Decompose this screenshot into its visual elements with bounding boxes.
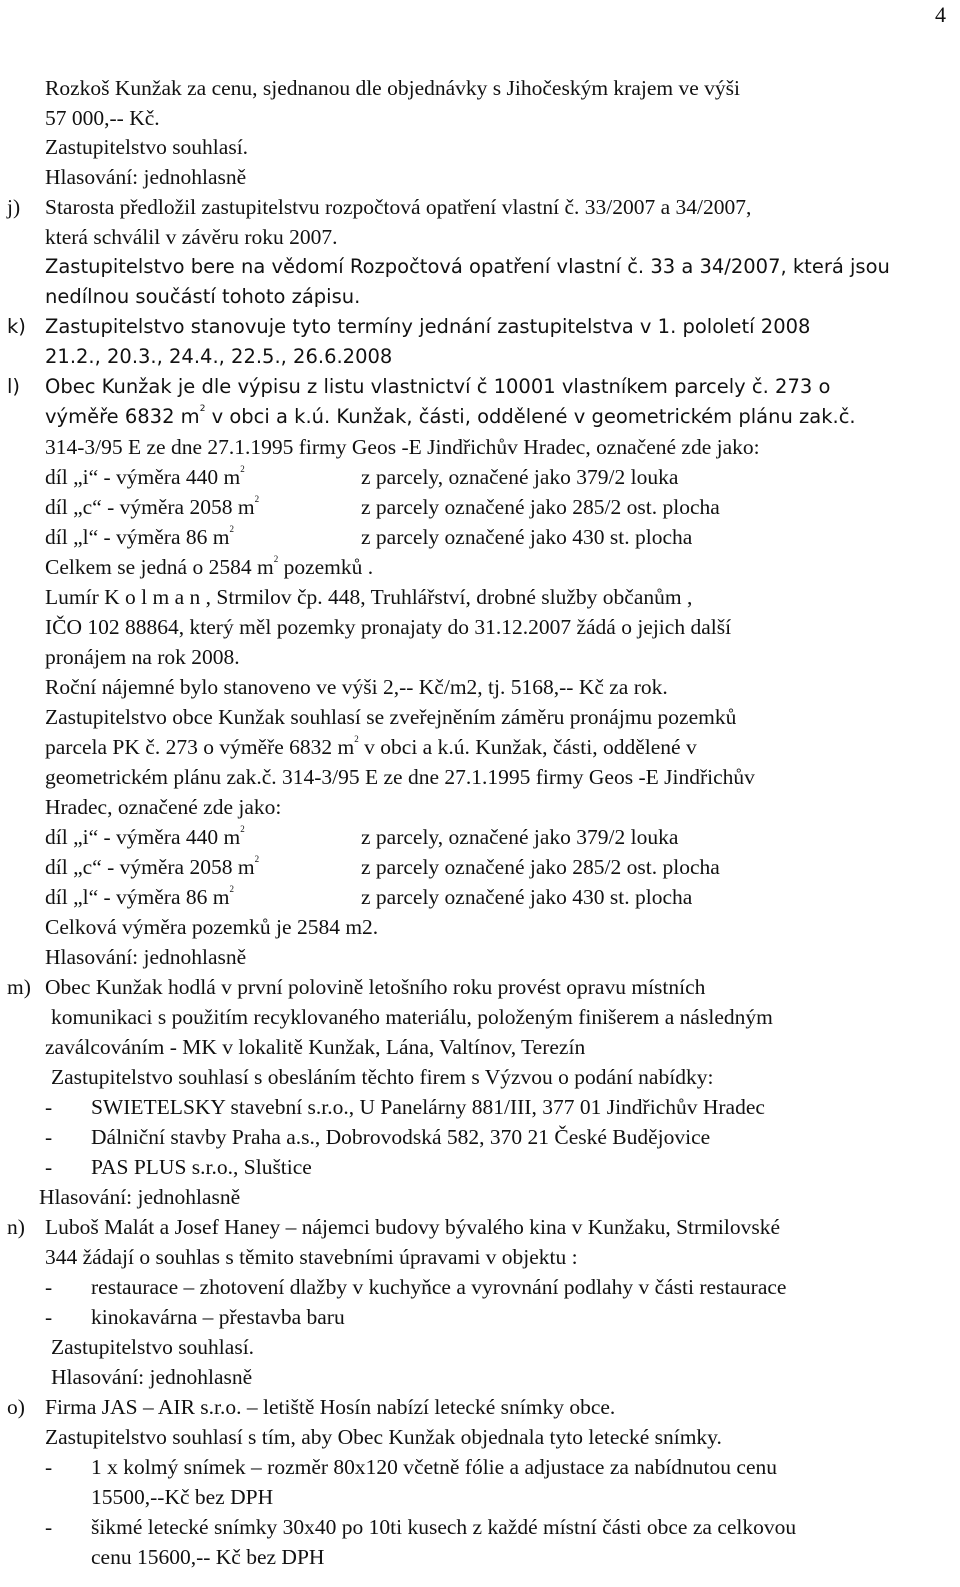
text-line: Hlasování: jednohlasně bbox=[45, 165, 247, 189]
text-line: Zastupitelstvo souhlasí s tím, aby Obec Kunžak objednala tyto letecké snímky. bbox=[45, 1425, 722, 1449]
parcel-desc: z parcely označené jako 285/2 ost. plocha bbox=[361, 855, 720, 879]
text-line: Hlasování: jednohlasně bbox=[51, 1365, 253, 1389]
parcel-part bbox=[45, 522, 361, 552]
list-item bbox=[45, 1272, 786, 1302]
dash-bullet: - bbox=[45, 1095, 53, 1119]
superscript: 2 bbox=[199, 404, 206, 414]
parcel-desc: z parcely, označené jako 379/2 louka bbox=[361, 825, 679, 849]
page-number: 4 bbox=[935, 2, 946, 27]
text-line: nedílnou součástí tohoto zápisu. bbox=[45, 285, 361, 308]
text-line: pronájem na rok 2008. bbox=[45, 645, 240, 669]
superscript: 2 bbox=[254, 494, 260, 504]
dash-bullet: - bbox=[45, 1305, 53, 1329]
item-j bbox=[7, 192, 751, 222]
text-segment: díl „l“ - výměra 86 m bbox=[45, 525, 230, 549]
parcel-row bbox=[45, 522, 692, 552]
superscript: 2 bbox=[229, 884, 234, 894]
text-line: Luboš Malát a Josef Haney – nájemci budovy bývalého kina v Kunžaku, Strmilovské bbox=[45, 1215, 781, 1239]
text-line bbox=[45, 552, 373, 582]
text-line: Lumír K o l m a n , Strmilov čp. 448, Truhlářství, drobné služby občanům , bbox=[45, 585, 693, 609]
text-line: Hlasování: jednohlasně bbox=[39, 1185, 241, 1209]
text-line: Zastupitelstvo bere na vědomí Rozpočtová opatření vlastní č. 33 a 34/2007, která jsou bbox=[45, 255, 890, 278]
text-line: Hlasování: jednohlasně bbox=[45, 945, 247, 969]
parcel-desc: z parcely označené jako 430 st. plocha bbox=[361, 525, 693, 549]
text-line: Firma JAS – AIR s.r.o. – letiště Hosín nabízí letecké snímky obce. bbox=[45, 1395, 616, 1419]
text-segment: díl „c“ - výměra 2058 m bbox=[45, 495, 255, 519]
item-k bbox=[7, 312, 810, 342]
list-item bbox=[45, 1122, 710, 1152]
parcel-part bbox=[45, 492, 361, 522]
superscript: 2 bbox=[354, 734, 359, 744]
text-line: 15500,--Kč bez DPH bbox=[91, 1485, 274, 1509]
parcel-part bbox=[45, 462, 361, 492]
text-line: Obec Kunžak hodlá v první polovině letošního roku provést opravu místních bbox=[45, 975, 706, 999]
parcel-part bbox=[45, 852, 361, 882]
text-line: Zastupitelstvo souhlasí s obesláním těchto firem s Výzvou o podání nabídky: bbox=[51, 1065, 714, 1089]
list-item bbox=[45, 1152, 312, 1182]
text-line: 21.2., 20.3., 24.4., 22.5., 26.6.2008 bbox=[45, 345, 393, 368]
item-marker: n) bbox=[7, 1215, 25, 1239]
text-line: restaurace – zhotovení dlažby v kuchyňce a vyrovnání podlahy v části restaurace bbox=[91, 1275, 787, 1299]
text-line: Starosta předložil zastupitelstvu rozpočtová opatření vlastní č. 33/2007 a 34/2007, bbox=[45, 195, 752, 219]
parcel-row bbox=[45, 492, 720, 522]
dash-bullet: - bbox=[45, 1455, 53, 1479]
dash-bullet: - bbox=[45, 1125, 53, 1149]
text-line: Roční nájemné bylo stanoveno ve výši 2,-- Kč/m2, tj. 5168,-- Kč za rok. bbox=[45, 675, 668, 699]
text-segment: Celkem se jedná o 2584 m bbox=[45, 555, 274, 579]
text-line bbox=[45, 732, 697, 762]
item-marker: j) bbox=[7, 195, 21, 219]
text-line: Rozkoš Kunžak za cenu, sjednanou dle objednávky s Jihočeským krajem ve výši bbox=[45, 76, 740, 100]
item-n bbox=[7, 1212, 780, 1242]
text-line: kinokavárna – přestavba baru bbox=[91, 1305, 345, 1329]
text-line: 314-3/95 E ze dne 27.1.1995 firmy Geos -E Jindřichův Hradec, označené zde jako: bbox=[45, 435, 760, 459]
text-line: Zastupitelstvo souhlasí. bbox=[45, 135, 249, 159]
text-line: 57 000,-- Kč. bbox=[45, 106, 160, 130]
text-segment: díl „i“ - výměra 440 m bbox=[45, 465, 241, 489]
text-segment: díl „l“ - výměra 86 m bbox=[45, 885, 230, 909]
superscript: 2 bbox=[229, 524, 234, 534]
parcel-part bbox=[45, 822, 361, 852]
item-marker: o) bbox=[7, 1395, 25, 1419]
text-line: 1 x kolmý snímek – rozměr 80x120 včetně fólie a adjustace za nabídnutou cenu bbox=[91, 1455, 777, 1479]
dash-bullet: - bbox=[45, 1155, 53, 1179]
parcel-row bbox=[45, 822, 678, 852]
text-line: Zastupitelstvo stanovuje tyto termíny jednání zastupitelstva v 1. pololetí 2008 bbox=[45, 315, 811, 338]
item-m bbox=[7, 972, 705, 1002]
text-line: komunikaci s použitím recyklovaného materiálu, položeným finišerem a následným bbox=[51, 1005, 773, 1029]
text-line: Obec Kunžak je dle výpisu z listu vlastnictví č 10001 vlastníkem parcely č. 273 o bbox=[45, 375, 831, 398]
parcel-desc: z parcely označené jako 430 st. plocha bbox=[361, 885, 693, 909]
text-segment: výměře 6832 m bbox=[45, 405, 200, 428]
item-marker: k) bbox=[7, 315, 26, 338]
text-segment: parcela PK č. 273 o výměře 6832 m bbox=[45, 735, 355, 759]
text-line: SWIETELSKY stavební s.r.o., U Panelárny 881/III, 377 01 Jindřichův Hradec bbox=[91, 1095, 765, 1119]
parcel-row bbox=[45, 462, 678, 492]
item-o bbox=[7, 1392, 615, 1422]
text-line: cenu 15600,-- Kč bez DPH bbox=[91, 1545, 325, 1569]
text-line: Celková výměra pozemků je 2584 m2. bbox=[45, 915, 379, 939]
parcel-part bbox=[45, 882, 361, 912]
dash-bullet: - bbox=[45, 1515, 53, 1539]
text-line: PAS PLUS s.r.o., Sluštice bbox=[91, 1155, 312, 1179]
parcel-row bbox=[45, 852, 720, 882]
dash-bullet: - bbox=[45, 1275, 53, 1299]
parcel-row bbox=[45, 882, 692, 912]
text-segment: v obci a k.ú. Kunžak, části, oddělené v bbox=[358, 735, 697, 759]
text-line: IČO 102 88864, který měl pozemky pronajaty do 31.12.2007 žádá o jejich další bbox=[45, 615, 732, 639]
list-item bbox=[45, 1092, 765, 1122]
text-line: geometrickém plánu zak.č. 314-3/95 E ze dne 27.1.1995 firmy Geos -E Jindřichův bbox=[45, 765, 755, 789]
list-item bbox=[45, 1302, 345, 1332]
text-line bbox=[45, 402, 856, 432]
text-line: zaválcováním - MK v lokalitě Kunžak, Lána, Valtínov, Terezín bbox=[45, 1035, 586, 1059]
superscript: 2 bbox=[254, 854, 260, 864]
text-line: Zastupitelstvo souhlasí. bbox=[51, 1335, 255, 1359]
superscript: 2 bbox=[273, 554, 279, 564]
list-item bbox=[45, 1512, 796, 1542]
text-line: Hradec, označené zde jako: bbox=[45, 795, 282, 819]
text-segment: díl „c“ - výměra 2058 m bbox=[45, 855, 255, 879]
text-line: která schválil v závěru roku 2007. bbox=[45, 225, 338, 249]
superscript: 2 bbox=[240, 464, 245, 474]
text-line: Dálniční stavby Praha a.s., Dobrovodská 582, 370 21 České Budějovice bbox=[91, 1125, 711, 1149]
text-line: šikmé letecké snímky 30x40 po 10ti kusech z každé místní části obce za celkovou bbox=[91, 1515, 797, 1539]
item-marker: l) bbox=[7, 375, 21, 398]
text-segment: v obci a k.ú. Kunžak, části, oddělené v geometrickém plánu zak.č. bbox=[205, 405, 856, 428]
text-line: 344 žádají o souhlas s těmito stavebními úpravami v objektu : bbox=[45, 1245, 578, 1269]
parcel-desc: z parcely označené jako 285/2 ost. plocha bbox=[361, 495, 720, 519]
text-segment: pozemků . bbox=[278, 555, 374, 579]
parcel-desc: z parcely, označené jako 379/2 louka bbox=[361, 465, 679, 489]
text-line: Zastupitelstvo obce Kunžak souhlasí se zveřejněním záměru pronájmu pozemků bbox=[45, 705, 737, 729]
text-segment: díl „i“ - výměra 440 m bbox=[45, 825, 241, 849]
list-item bbox=[45, 1452, 777, 1482]
item-l bbox=[7, 372, 830, 402]
item-marker: m) bbox=[7, 975, 31, 999]
superscript: 2 bbox=[240, 824, 245, 834]
